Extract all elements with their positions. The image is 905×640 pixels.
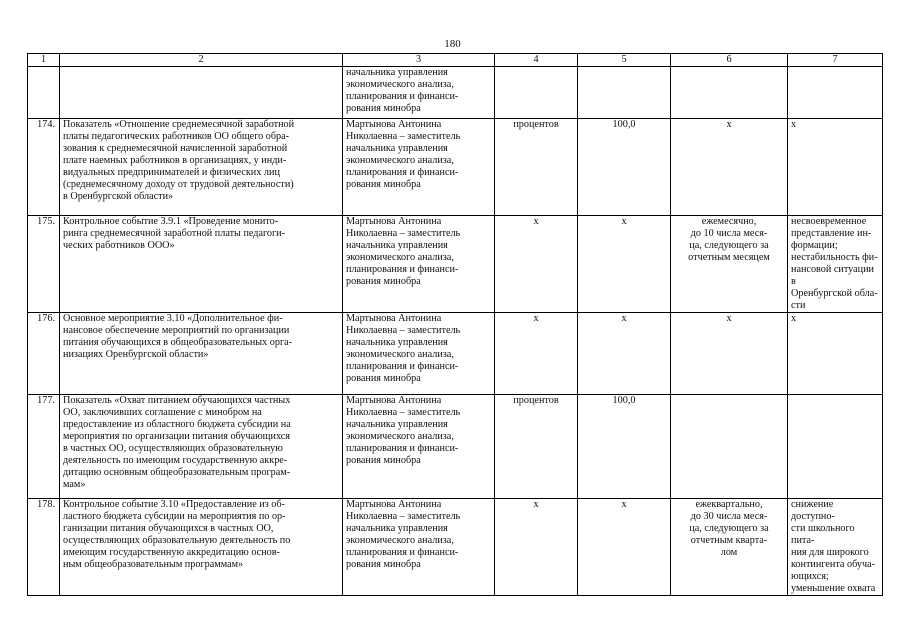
- responsible-person-line: экономического анализа,: [346, 535, 454, 546]
- responsible-person-line: рования минобра: [346, 559, 421, 570]
- table-row: [28, 216, 883, 313]
- responsible-person-line: начальника управления: [346, 337, 448, 348]
- risk-description-line: несвоевременное: [791, 216, 867, 227]
- measures-table: [27, 53, 883, 596]
- responsible-person-line: планирования и финанси-: [346, 361, 459, 372]
- measure-name-line: ринга среднемесячной заработной платы педагоги-: [63, 228, 286, 239]
- measure-name-cell: [60, 313, 343, 395]
- responsible-person-line: Николаевна – заместитель: [346, 325, 461, 336]
- responsible-person-line: Мартынова Антонина: [346, 499, 442, 510]
- responsible-person-line: экономического анализа,: [346, 252, 454, 263]
- measure-name-line: Показатель «Отношение среднемесячной заработной: [63, 119, 295, 130]
- risk-description-line: контингента обуча-: [791, 559, 876, 570]
- risk-description-line: Оренбургской обла-: [791, 288, 878, 299]
- column-number: 6: [671, 54, 788, 67]
- column-number: 5: [578, 54, 671, 67]
- responsible-person-line: Мартынова Антонина: [346, 395, 442, 406]
- measure-name-line: в Оренбургской области»: [63, 191, 174, 202]
- row-number-cell: 174.: [28, 119, 60, 216]
- responsible-person-line: планирования и финанси-: [346, 167, 459, 178]
- unit-of-measure-line: х: [533, 313, 539, 324]
- target-value-cell: [578, 499, 671, 596]
- column-number: 1: [28, 54, 60, 67]
- measure-name-line: имеющим государственную аккредитацию основ-: [63, 547, 280, 558]
- risk-description-line: представление ин-: [791, 228, 872, 239]
- responsible-person-cell: [343, 499, 495, 596]
- target-value-cell: [578, 395, 671, 499]
- deadline-line: х: [726, 119, 732, 130]
- column-number: 2: [60, 54, 343, 67]
- row-number-cell: 177.: [28, 395, 60, 499]
- column-number: 4: [495, 54, 578, 67]
- measure-name-line: предоставление из областного бюджета субсидии на: [63, 419, 291, 430]
- risk-description-line: формации;: [791, 240, 838, 251]
- measure-name-line: ОО, заключивших соглашение с минобром на: [63, 407, 262, 418]
- responsible-person-line: начальника управления: [346, 143, 448, 154]
- deadline-cell: [671, 395, 788, 499]
- measure-name-line: ческих работников ООО»: [63, 240, 175, 251]
- risk-description-line: сти: [791, 300, 806, 311]
- target-value-cell: [578, 216, 671, 313]
- risk-description-line: нансовой ситуации в: [791, 264, 875, 287]
- target-value-line: 100,0: [612, 119, 636, 130]
- responsible-person-line: Мартынова Антонина: [346, 119, 442, 130]
- measure-name-line: Основное мероприятие 3.10 «Дополнительное фи-: [63, 313, 283, 324]
- target-value-line: х: [621, 216, 627, 227]
- unit-of-measure-line: х: [533, 216, 539, 227]
- measure-name-cell: [60, 499, 343, 596]
- responsible-person-line: рования минобра: [346, 373, 421, 384]
- target-value-line: 100,0: [612, 395, 636, 406]
- deadline-cell: [671, 499, 788, 596]
- measure-name-line: Показатель «Охват питанием обучающихся частных: [63, 395, 291, 406]
- responsible-person-cell: [343, 67, 495, 119]
- risk-description-line: ющихся;: [791, 571, 829, 582]
- measure-name-line: зования к среднемесячной начисленной заработной: [63, 143, 288, 154]
- responsible-person-line: планирования и финанси-: [346, 547, 459, 558]
- unit-of-measure-line: процентов: [513, 119, 559, 130]
- column-number: 7: [788, 54, 883, 67]
- responsible-person-line: планирования и финанси-: [346, 264, 459, 275]
- row-number-cell: 175.: [28, 216, 60, 313]
- deadline-line: до 30 числа меся-: [690, 511, 768, 522]
- measure-name-line: видуальных предпринимателей и физических лиц: [63, 167, 280, 178]
- table-row: [28, 67, 883, 119]
- deadline-line: ежеквартально,: [695, 499, 763, 510]
- risk-description-line: х: [791, 313, 797, 324]
- deadline-line: х: [726, 313, 732, 324]
- measure-name-line: деятельность по имеющим государственную аккре-: [63, 455, 288, 466]
- deadline-cell: [671, 67, 788, 119]
- measure-name-line: мероприятия по организации питания обучающихся: [63, 431, 290, 442]
- responsible-person-line: начальника управления: [346, 523, 448, 534]
- risk-description-cell: [788, 313, 883, 395]
- table-row: [28, 119, 883, 216]
- responsible-person-cell: [343, 119, 495, 216]
- deadline-cell: [671, 216, 788, 313]
- responsible-person-line: Мартынова Антонина: [346, 216, 442, 227]
- target-value-cell: [578, 313, 671, 395]
- unit-of-measure-cell: [495, 395, 578, 499]
- risk-description-line: снижение доступно-: [791, 499, 835, 522]
- responsible-person-cell: [343, 395, 495, 499]
- risk-description-cell: [788, 395, 883, 499]
- deadline-line: лом: [720, 547, 738, 558]
- measure-name-line: мам»: [63, 479, 86, 490]
- unit-of-measure-cell: [495, 216, 578, 313]
- responsible-person-line: начальника управления: [346, 67, 448, 78]
- risk-description-line: уменьшение охвата: [791, 583, 876, 594]
- measure-name-line: (среднемесячному доходу от трудовой деятельности): [63, 179, 294, 190]
- unit-of-measure-cell: [495, 499, 578, 596]
- responsible-person-line: экономического анализа,: [346, 155, 454, 166]
- unit-of-measure-cell: [495, 119, 578, 216]
- responsible-person-line: экономического анализа,: [346, 349, 454, 360]
- measure-name-line: Контрольное событие 3.10 «Предоставление из об-: [63, 499, 285, 510]
- responsible-person-line: начальника управления: [346, 240, 448, 251]
- measure-name-line: Контрольное событие 3.9.1 «Проведение монито-: [63, 216, 279, 227]
- measure-name-line: осуществляющих образовательную деятельность по: [63, 535, 291, 546]
- responsible-person-cell: [343, 216, 495, 313]
- responsible-person-cell: [343, 313, 495, 395]
- responsible-person-line: Николаевна – заместитель: [346, 131, 461, 142]
- unit-of-measure-cell: [495, 313, 578, 395]
- column-number: 3: [343, 54, 495, 67]
- measure-name-line: дитацию основным общеобразовательным програм-: [63, 467, 291, 478]
- page-number: 180: [444, 38, 461, 50]
- risk-description-cell: [788, 499, 883, 596]
- deadline-line: ежемесячно,: [701, 216, 757, 227]
- responsible-person-line: рования минобра: [346, 103, 421, 114]
- deadline-cell: [671, 119, 788, 216]
- measure-name-line: питания обучающихся в общеобразовательных орга-: [63, 337, 293, 348]
- risk-description-cell: [788, 67, 883, 119]
- unit-of-measure-line: х: [533, 499, 539, 510]
- risk-description-cell: [788, 119, 883, 216]
- deadline-line: ца, следующего за: [689, 523, 769, 534]
- row-number-cell: 178.: [28, 499, 60, 596]
- measure-name-cell: [60, 395, 343, 499]
- target-value-line: х: [621, 499, 627, 510]
- target-value-line: х: [621, 313, 627, 324]
- deadline-line: отчетным месяцем: [688, 252, 770, 263]
- measure-name-line: платы педагогических работников ОО общего обра-: [63, 131, 290, 142]
- measure-name-line: плате наемных работников в организациях, у инди-: [63, 155, 287, 166]
- table-row: [28, 499, 883, 596]
- responsible-person-line: Николаевна – заместитель: [346, 511, 461, 522]
- risk-description-cell: [788, 216, 883, 313]
- target-value-cell: [578, 119, 671, 216]
- responsible-person-line: Мартынова Антонина: [346, 313, 442, 324]
- responsible-person-line: планирования и финанси-: [346, 91, 459, 102]
- risk-description-line: нестабильность фи-: [791, 252, 878, 263]
- deadline-line: отчетным кварта-: [690, 535, 768, 546]
- responsible-person-line: Николаевна – заместитель: [346, 407, 461, 418]
- target-value-cell: [578, 67, 671, 119]
- risk-description-line: сти школьного пита-: [791, 523, 855, 546]
- unit-of-measure-line: процентов: [513, 395, 559, 406]
- deadline-line: ца, следующего за: [689, 240, 769, 251]
- measure-name-line: ганизации питания обучающихся в частных ОО,: [63, 523, 274, 534]
- column-number-row: [28, 54, 883, 67]
- responsible-person-line: начальника управления: [346, 419, 448, 430]
- unit-of-measure-cell: [495, 67, 578, 119]
- responsible-person-line: рования минобра: [346, 276, 421, 287]
- risk-description-line: ния для широкого: [791, 547, 869, 558]
- measure-name-line: низациях Оренбургской области»: [63, 349, 209, 360]
- table-row: [28, 395, 883, 499]
- measure-name-line: в частных ОО, осуществляющих образовательную: [63, 443, 283, 454]
- row-number-cell: [28, 67, 60, 119]
- measure-name-cell: [60, 119, 343, 216]
- measure-name-cell: [60, 216, 343, 313]
- responsible-person-line: рования минобра: [346, 455, 421, 466]
- responsible-person-line: экономического анализа,: [346, 79, 454, 90]
- responsible-person-line: рования минобра: [346, 179, 421, 190]
- row-number-cell: 176.: [28, 313, 60, 395]
- responsible-person-line: экономического анализа,: [346, 431, 454, 442]
- responsible-person-line: Николаевна – заместитель: [346, 228, 461, 239]
- responsible-person-line: планирования и финанси-: [346, 443, 459, 454]
- measure-name-line: нансовое обеспечение мероприятий по организации: [63, 325, 290, 336]
- deadline-cell: [671, 313, 788, 395]
- risk-description-line: х: [791, 119, 797, 130]
- measure-name-cell: [60, 67, 343, 119]
- measure-name-line: ластного бюджета субсидии на мероприятия по ор-: [63, 511, 286, 522]
- table-row: [28, 313, 883, 395]
- measure-name-line: ным общеобразовательным программам»: [63, 559, 244, 570]
- deadline-line: до 10 числа меся-: [690, 228, 768, 239]
